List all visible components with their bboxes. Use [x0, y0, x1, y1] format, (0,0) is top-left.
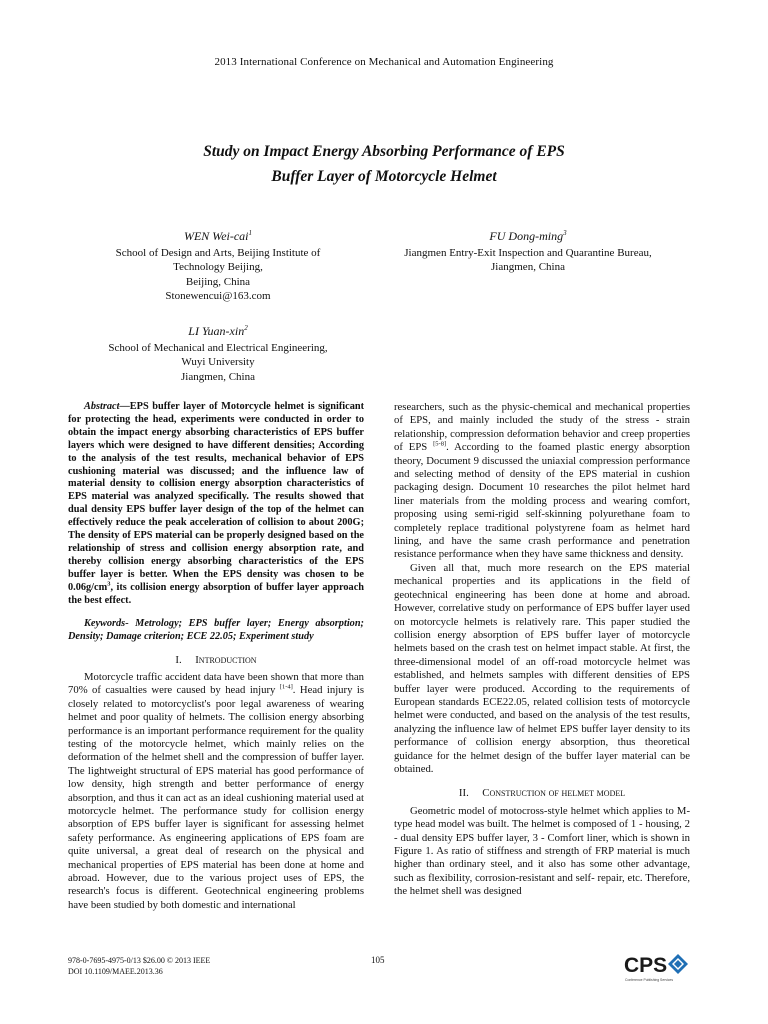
footer-copyright [68, 955, 210, 977]
paper-title [0, 139, 768, 189]
affiliation-line: Jiangmen, China [491, 261, 565, 273]
cps-logo-icon [622, 948, 694, 984]
author-email: Stonewencui@163.com [165, 290, 271, 302]
affiliation-line: Technology Beijing, [173, 261, 263, 273]
conference-header: 2013 International Conference on Mechanical and Automation Engineering [214, 56, 554, 68]
right-column [394, 401, 690, 899]
logo-subtitle: Conference Publishing Services [625, 978, 674, 982]
keywords: Keywords- Metrology; EPS buffer layer; Energy absorption; Density; Damage criterion; ECE 22.05; Experiment study [68, 617, 364, 642]
affiliation-line: School of Design and Arts, Beijing Institute of [115, 246, 321, 259]
footer-isbn: 978-0-7695-4975-0/13 $26.00 © 2013 IEEE [68, 956, 211, 965]
affiliation-line: Jiangmen Entry-Exit Inspection and Quarantine Bureau, [404, 246, 652, 259]
affiliation-line: Wuyi University [181, 356, 255, 368]
body-paragraph: Geometric model of motocross-style helmet which applies to M-type head model was built. The helmet is composed of 1 - housing, 2 - dual density EPS buffer layer, 3 - Comfort liner, which is shown in Figure 1. As ratio of stiffness and strength of FRP material is much higher than ordinary steel, and it also has some other advantage, such as flexibility, corrosion-resistant and self- repair, etc. Therefore, the helmet shell was designed [394, 804, 690, 898]
author-block-2 [378, 229, 678, 275]
abstract: Abstract—EPS buffer layer of Motorcycle helmet is significant for protecting the head, experiments were conducted in order to obtain the impact energy absorbing characteristics of EPS buffer layers which were designed to have different densities; According to the analysis of the test results, mechanical behavior of EPS cushioning material was discussed; and the influence law of material density to collision energy absorption characteristics of EPS material was analyzed specifically. The results showed that dual density EPS buffer layer design of the top of the helmet can effectively reduce the peak acceleration of collision to about 200G; The density of EPS material can be properly designed based on the relationship of stress and collision energy absorption rate, and thereby collision energy absorbing characteristics of the EPS buffer layer is better. When the EPS density was chosen to be $0.06g/cm^3$, its collision energy absorption of buffer layer approach the best effect. [68, 401, 364, 606]
author-block-3 [80, 324, 356, 384]
title-line-1: Study on Impact Energy Absorbing Performance of EPS [203, 143, 565, 160]
page-number: 105 [371, 955, 385, 965]
section-heading-introduction: I. Introduction [175, 653, 257, 666]
body-paragraph: Given all that, much more research on the EPS material mechanical properties and its applications in the field of geotechnical engineering has been done at home and abroad. However, correlative study on performance of EPS buffer layer used on motorcycle helmets is relatively rare. This paper studied the collision energy absorption of EPS buffer layer of motorcycle helmets based on the crash test on helmet impact stable. At first, the three-dimensional model of an off-road motorcycle helmet was established, and helmets samples with different densities of EPS buffer layer were produced. According to the requirements of European standards ECE22.05, related collision tests of motorcycle helmet were conducted, and based on the analysis of the test results, analyzing the influence law of helmet EPS buffer layer density to its performance of collision energy absorption, thus theoretical guidance for the helmet design of the buffer layer material can be obtained. [394, 561, 690, 775]
body-paragraph: researchers, such as the physic-chemical and mechanical properties of EPS, and mainly included the study of the stress - strain relationship, compression deformation behavior and creep properties of EPS [5-8]. According to the foamed plastic energy absorption theory, Document 9 discussed the uniaxial compression performance and selecting method of density of the EPS material in cushion packaging design. Document 10 researches the pilot helmet hard liner materials from the molding process and wearing comfort, proposing using semi-rigid self-skinning polyurethane foam to completely replace traditional polystyrene foam as helmet hard lining, and have the same crash performance and penetration resistance performance when they have same thickness and density. [394, 401, 690, 561]
footer-doi: DOI 10.1109/MAEE.2013.36 [68, 967, 163, 976]
intro-paragraph: Motorcycle traffic accident data have been shown that more than 70% of casualties were caused by head injury [1-4]. Head injury is closely related to motorcyclist's poor legal awareness of wearing helmet and poor quality of helmets. The collision energy absorbing performance is an important performance requirement for the quality testing of the motorcycle helmet, which mainly relies on the deformation of the helmet shell and the compression of buffer layer. The lightweight structural of EPS material has good performance of low density, high strength and better performance of energy absorption, and thus it can act as an ideal cushioning material used at motorcycle helmet. The performance study for collision energy absorption of EPS buffer layer is significant for assessing helmet safety performance. As engineering applications of EPS foam are quite universal, a great deal of research on the physical and mechanical properties of EPS material has been done at home and abroad. However, due to the various project uses of EPS, the research's focus is different. Geotechnical engineering problems have been studied by both domestic and international [68, 670, 364, 911]
author-block-1 [80, 229, 356, 304]
section-heading-construction: II. Construction of helmet model [458, 787, 626, 800]
author-name: FU Dong-ming$^3$ [489, 229, 567, 243]
logo-text: CPS [624, 954, 668, 977]
title-line-2: Buffer Layer of Motorcycle Helmet [271, 168, 497, 185]
author-name: LI Yuan-xin$^2$ [188, 324, 248, 338]
affiliation-line: Jiangmen, China [181, 370, 255, 383]
affiliation-line: Beijing, China [185, 275, 251, 288]
cps-logo [622, 948, 694, 984]
left-column [68, 401, 364, 912]
author-name: WEN Wei-cai$^1$ [183, 229, 253, 243]
affiliation-line: School of Mechanical and Electrical Engineering, [108, 341, 328, 354]
